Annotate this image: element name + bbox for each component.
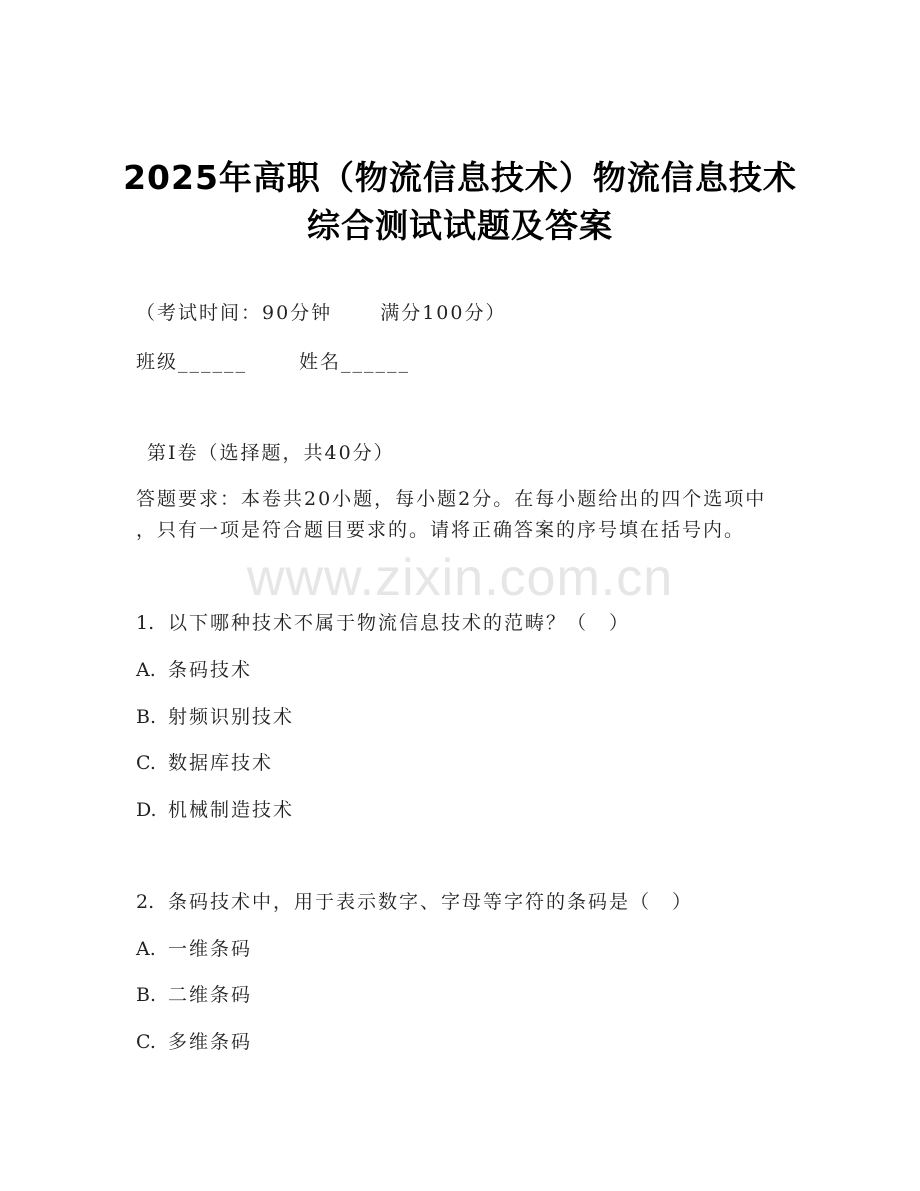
question-text: 条码技术中，用于表示数字、字母等字符的条码是（ ） [168,891,694,913]
exam-score: 满分100分） [380,302,507,324]
option-letter: A. [136,938,156,960]
student-info [136,350,410,374]
question-2-option-c [136,1030,252,1054]
option-text: 机械制造技术 [168,799,295,821]
option-text: 二维条码 [168,984,253,1006]
option-letter: A. [136,659,156,681]
question-text: 以下哪种技术不属于物流信息技术的范畴？（ ） [168,612,631,634]
question-2 [136,890,693,914]
option-letter: D. [136,799,157,821]
question-2-option-a [136,937,252,961]
option-letter: C. [136,1031,156,1053]
document-title-line-1: 2025年高职（物流信息技术）物流信息技术 [123,158,797,197]
class-field-label: 班级______ [136,351,248,373]
question-number: 2. [136,891,155,913]
section-heading: 第Ⅰ卷（选择题，共40分） [147,442,395,464]
option-text: 一维条码 [168,938,253,960]
option-text: 条码技术 [168,659,253,681]
question-1-option-c [136,751,273,775]
option-text: 射频识别技术 [168,706,295,728]
question-1 [136,611,630,635]
watermark: www.zixin.com.cn [246,549,674,607]
question-1-option-d [136,798,294,822]
option-text: 数据库技术 [168,752,274,774]
question-1-option-b [136,705,294,729]
exam-info [136,301,506,325]
name-field-label: 姓名______ [299,351,411,373]
option-letter: C. [136,752,156,774]
question-2-option-b [136,983,252,1007]
document-title-line-2: 综合测试试题及答案 [307,206,613,245]
option-letter: B. [136,984,157,1006]
instruction-line-2: ，只有一项是符合题目要求的。请将正确答案的序号填在括号内。 [136,519,746,541]
option-text: 多维条码 [168,1031,253,1053]
exam-time: （考试时间：90分钟 [136,302,333,324]
question-number: 1. [136,612,155,634]
instruction-line-1: 答题要求：本卷共20小题，每小题2分。在每小题给出的四个选项中 [136,488,767,510]
option-letter: B. [136,706,157,728]
question-1-option-a [136,658,252,682]
